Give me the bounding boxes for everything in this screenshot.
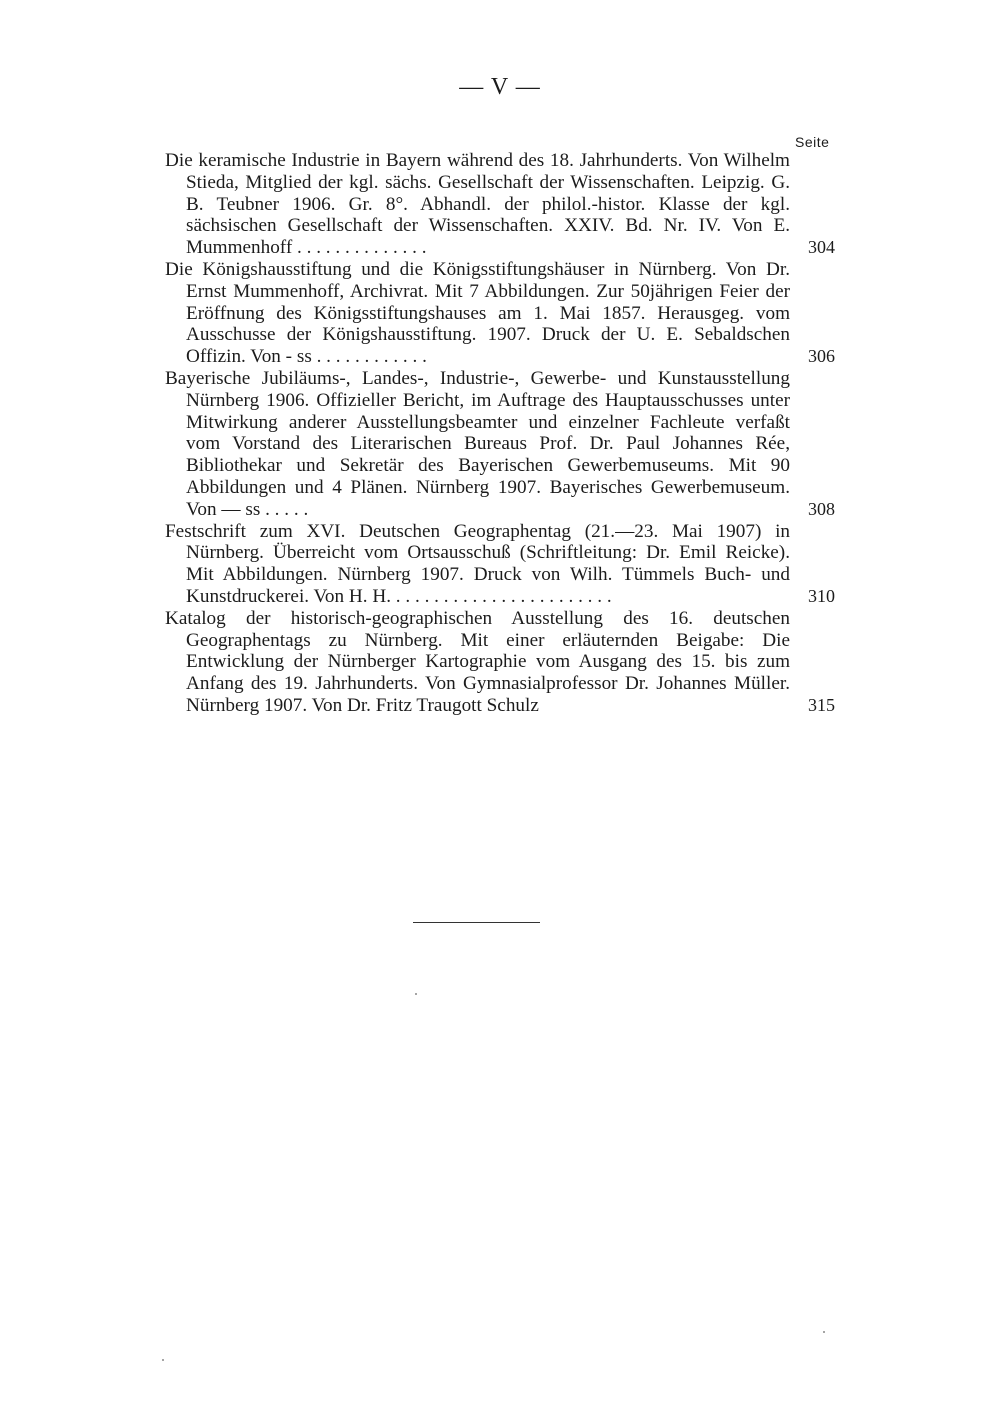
toc-entry <box>165 608 835 717</box>
toc-entry-text: Bayerische Jubiläums-, Landes-, Industrie-, Gewerbe- und Kunstausstellung Nürnberg 1906. Offizieller Bericht, im Auftrage des Hauptausschusses unter Mitwirkung anderer Ausstellungsbeamter und einzelner Fachleute verfaßt vom Vorstand des Literarischen Bureaus Prof. Dr. Paul Johannes Rée, Bibliothekar und Sekretär des Bayerischen Gewerbemuseums. Mit 90 Abbildungen und 4 Plänen. Nürnberg 1907. Bayerisches Gewerbemuseum. Von — ss . . . . . <box>165 367 790 520</box>
toc-entry-text: Die keramische Industrie in Bayern während des 18. Jahrhunderts. Von Wilhelm Stieda, Mitglied der kgl. sächs. Gesellschaft der Wissenschaften. Leipzig. G. B. Teubner 1906. Gr. 8°. Abhandl. der philol.-histor. Klasse der kgl. sächsischen Gesellschaft der Wissenschaften. XXIV. Bd. Nr. IV. Von E. Mummenhoff . . . . . . . . . . . . . . <box>165 150 790 259</box>
scan-speck <box>415 993 417 995</box>
toc-entry <box>165 521 835 608</box>
toc-entry-text: Festschrift zum XVI. Deutschen Geographentag (21.—23. Mai 1907) in Nürnberg. Überreicht vom Ortsausschuß (Schriftleitung: Dr. Emil Reicke). Mit Abbildungen. Nürnberg 1907. Druck von Wilh. Tümmels Buch- und Kunstdruckerei. Von H. H. . . . . . . . . . . . . . . . . . . . . . . . <box>165 520 790 607</box>
table-of-contents <box>165 150 835 717</box>
toc-entry <box>165 368 835 521</box>
toc-entry-text: Katalog der historisch-geographischen Ausstellung des 16. deutschen Geographentags zu Nürnberg. Mit einer erläuternden Beigabe: Die Entwicklung der Nürnberger Kartographie vom Ausgang des 15. bis zum Anfang des 19. Jahrhunderts. Von Gymnasialprofessor Dr. Johannes Müller. Nürnberg 1907. Von Dr. Fritz Traugott Schulz <box>165 607 790 716</box>
toc-entry-page-number: 315 <box>808 694 835 715</box>
page-header-numeral: — V — <box>459 74 541 100</box>
toc-entry-page-number: 310 <box>808 585 835 606</box>
page-column-label: Seite <box>795 134 830 150</box>
toc-entry <box>165 259 835 368</box>
toc-entry-page-number: 304 <box>808 237 835 258</box>
scan-speck <box>823 1331 825 1333</box>
toc-entry-page-number: 306 <box>808 346 835 367</box>
toc-entry-page-number: 308 <box>808 498 835 519</box>
toc-entry-text: Die Königshausstiftung und die Königsstiftungshäuser in Nürnberg. Von Dr. Ernst Mummenhoff, Archivrat. Mit 7 Abbildungen. Zur 50jährigen Feier der Eröffnung des Königsstiftungshauses am 1. Mai 1857. Herausgeg. vom Ausschusse der Königshausstiftung. 1907. Druck der U. E. Sebaldschen Offizin. Von - ss . . . . . . . . . . . . <box>165 258 790 368</box>
scan-speck <box>162 1359 164 1361</box>
toc-entry <box>165 150 835 259</box>
section-end-rule <box>413 922 540 923</box>
